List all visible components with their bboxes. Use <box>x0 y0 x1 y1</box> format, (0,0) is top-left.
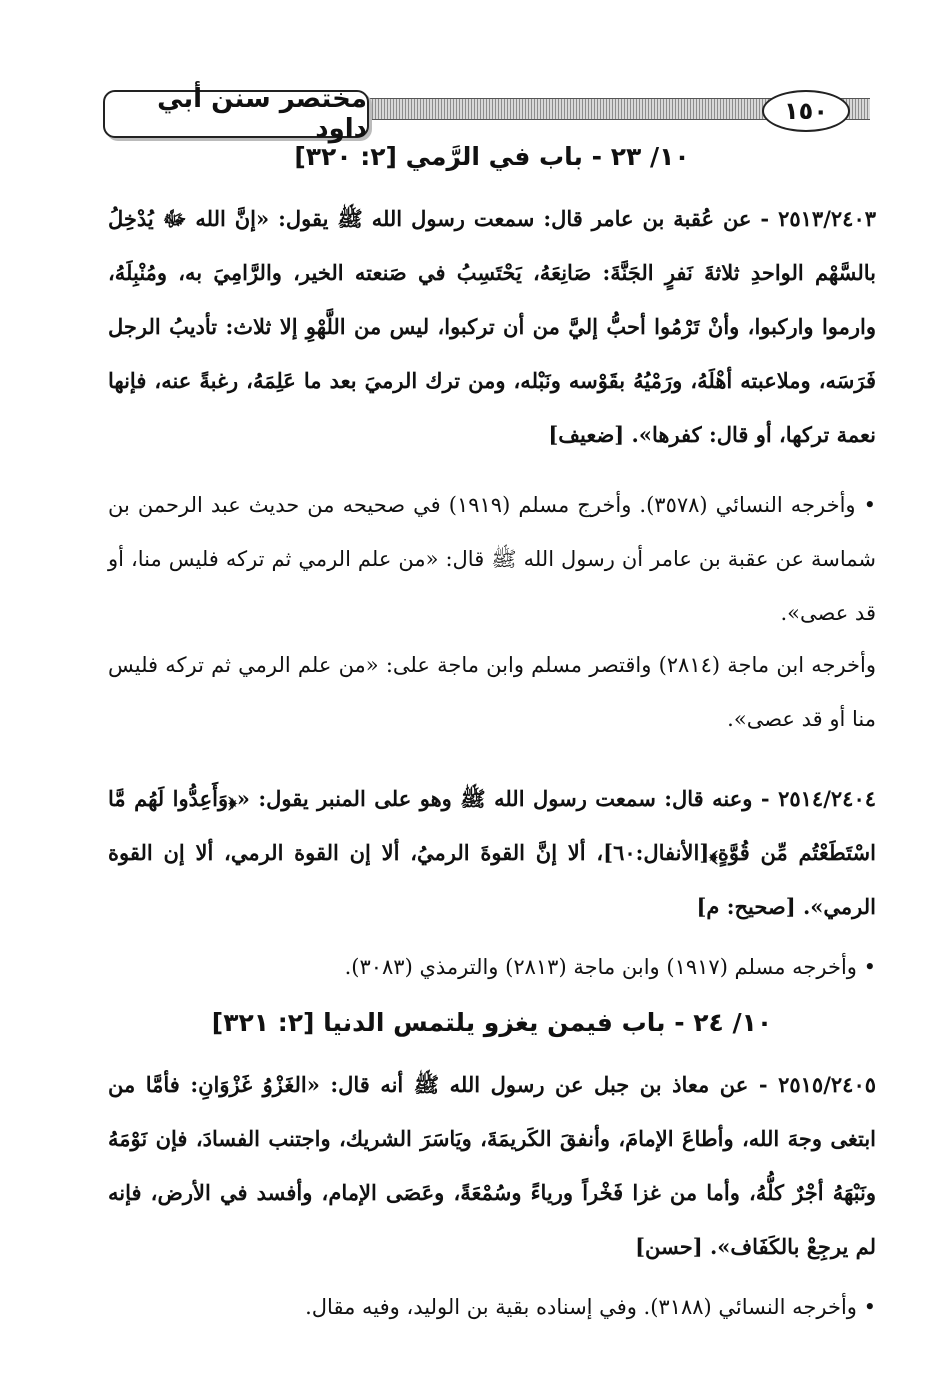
section-heading-23: ١٠/ ٢٣ - باب في الرَّمي [٢: ٣٢٠] <box>294 142 690 171</box>
hadith-2514 <box>108 772 876 934</box>
hadith-number: ٢٥١٣/٢٤٠٣ <box>778 206 876 231</box>
page-number-oval <box>762 90 850 132</box>
section-heading-24: ١٠/ ٢٤ - باب فيمن يغزو يلتمس الدنيا [٢: ٣٢١] <box>211 1008 773 1037</box>
book-title-box <box>103 84 369 144</box>
takhrij-note: وأخرجه ابن ماجة (٢٨١٤) واقتصر مسلم وابن ماجة على: «من علم الرمي ثم تركه فليس منا أو قد عصى». <box>108 653 876 731</box>
hadith-number: ٢٥١٥/٢٤٠٥ <box>778 1072 876 1097</box>
takhrij-note: • وأخرجه النسائي (٣٥٧٨). وأخرج مسلم (١٩١٩) في صحيحه من حديث عبد الرحمن بن شماسة عن عقبة بن عامر أن رسول الله ﷺ قال: «من علم الرمي ثم تركه فليس منا، أو قد عصى». <box>108 478 876 640</box>
takhrij-note: • وأخرجه النسائي (٣١٨٨). وفي إسناده بقية بن الوليد، وفيه مقال. <box>108 1280 876 1334</box>
hadith-text: - وعنه قال: سمعت رسول الله ﷺ وهو على المنبر يقول: «﴿وَأَعِدُّوا لَهُم مَّا اسْتَطَعْتُم مِّن قُوَّةٍ﴾[الأنفال:٦٠]، ألا إنَّ القوةَ الرميُ، ألا إن القوة الرمي، ألا إن القوة الرمي». [صحيح: م] <box>108 786 876 919</box>
hadith-number: ٢٥١٤/٢٤٠٤ <box>778 786 876 811</box>
takhrij-note: • وأخرجه مسلم (١٩١٧) وابن ماجة (٢٨١٣) والترمذي (٣٠٨٣). <box>108 940 876 994</box>
hadith-2513 <box>108 192 876 462</box>
book-title: مختصر سنن أبي داود <box>157 84 367 144</box>
hadith-text: - عن عُقبة بن عامر قال: سمعت رسول الله ﷺ يقول: «إنَّ الله ﷻ يُدْخِلُ بالسَّهْم الواحدِ ثلاثةَ نَفرٍ الجَنَّةَ: صَانِعَهُ، يَحْتَسِبُ في صَنعته الخير، والرَّامِيَ به، ومُنْبِلَهُ، وارموا واركبوا، وأنْ تَرْمُوا أحبُّ إليَّ من أن تركبوا، ليس من اللَّهْوِ إلا ثلاث: تأديبُ الرجل فَرَسَه، وملاعبته أهْلَهُ، ورَمْيُهُ بقَوْسه ونَبْله، ومن ترك الرميَ بعد ما عَلِمَهُ، رغبةً عنه، فإنها نعمة تركها، أو قال: كفرها». [ضعيف] <box>108 206 876 447</box>
hadith-2515 <box>108 1058 876 1274</box>
hadith-text: - عن معاذ بن جبل عن رسول الله ﷺ أنه قال: «الغَزْوُ غَزْوَانِ: فأمَّا من ابتغى وجهَ الله، وأطاعَ الإمامَ، وأنفقَ الكَريمَةَ، ويَاسَرَ الشريك، واجتنب الفسادَ، فإن نَوْمَهُ ونَبْهَهُ أجْرٌ كلُّهُ، وأما من غزا فَخْراً ورياءً وسُمْعَةً، وعَصَى الإمام، وأفسد في الأرض، فإنه لم يرجِعْ بالكَفَاف». [حسن] <box>108 1072 876 1259</box>
page-number: ١٥٠ <box>784 97 828 125</box>
